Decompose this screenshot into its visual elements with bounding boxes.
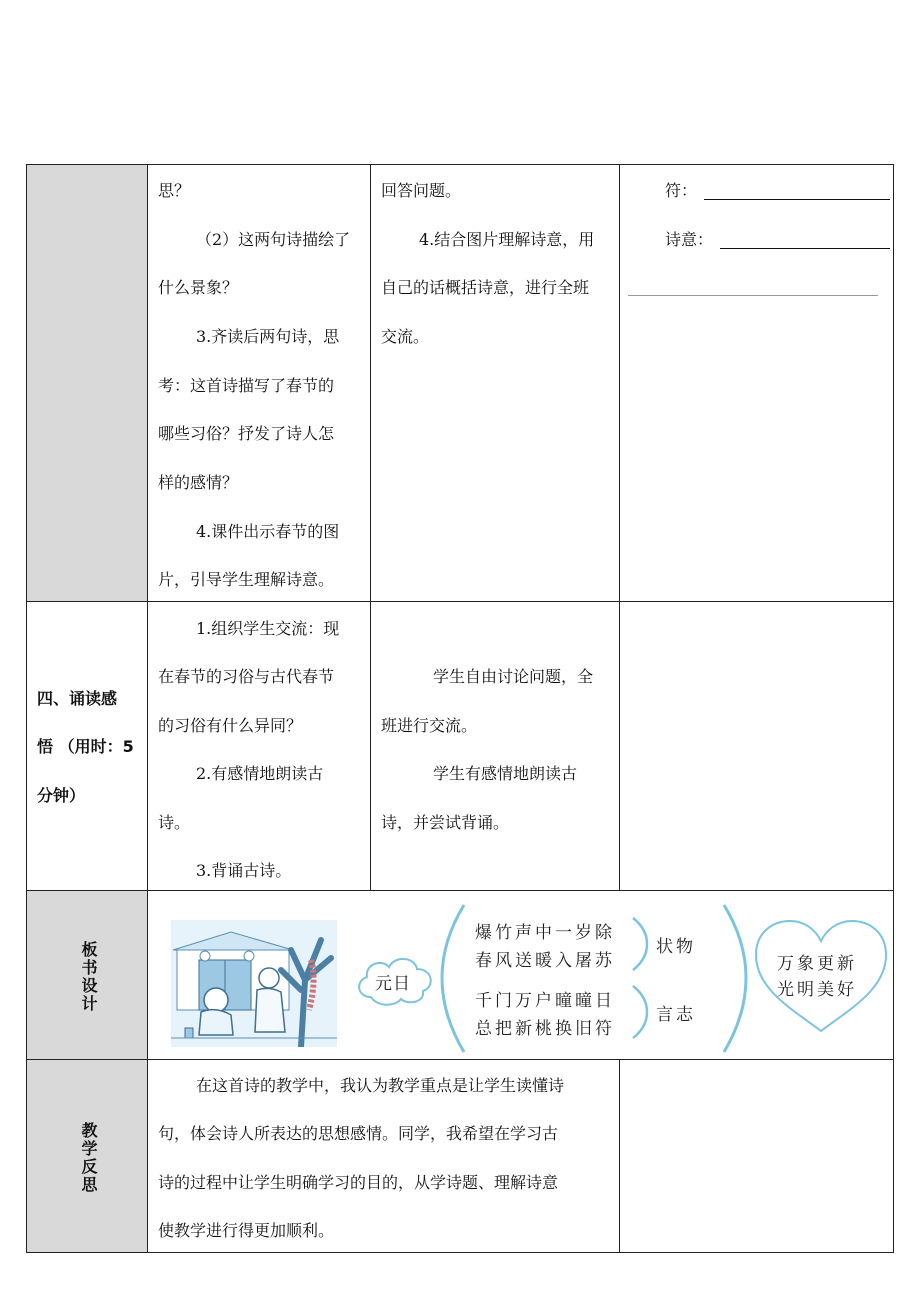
right-bracket [720, 901, 750, 1056]
left-bracket [438, 901, 468, 1056]
row2-teacher-line: 1.组织学生交流：现 [196, 619, 340, 638]
poem-line-3: 千门万户曈曈日 [475, 991, 615, 1011]
row1-teacher-line: 思？ [158, 181, 191, 200]
row2-teacher-line: 在春节的习俗与古代春节 [158, 667, 335, 686]
row1-teacher-line: 考：这首诗描写了春节的 [158, 376, 335, 395]
small-bracket-top [631, 915, 651, 973]
cloud-text: 元日 [375, 974, 411, 994]
row1-teacher-line: 3.齐读后两句诗，思 [196, 327, 340, 346]
reflection-line: 使教学进行得更加顺利。 [158, 1221, 335, 1240]
heart-line-1: 万象更新 [777, 954, 857, 974]
row1-title-cell [27, 165, 148, 602]
row2-title-line: 悟 （用时：5 [37, 737, 134, 756]
small-bracket-bottom [631, 983, 651, 1041]
row2-student-line: 学生有感情地朗读古 [433, 764, 578, 783]
row2-student-line: 诗，并尝试背诵。 [381, 813, 510, 832]
board-design-cell [148, 891, 894, 1060]
row1-teacher-line: 4.课件出示春节的图 [196, 522, 340, 541]
row3-title-cell [27, 891, 148, 1060]
row2-teacher-line: 2.有感情地朗读古 [196, 764, 324, 783]
poem-line-4: 总把新桃换旧符 [475, 1019, 615, 1039]
shiyi-blank-line [720, 248, 890, 249]
board-design-title: 板书设计 [79, 941, 98, 1013]
row2-teacher-line: 诗。 [158, 813, 191, 832]
row1-teacher-line: 片，引导学生理解诗意。 [158, 570, 335, 589]
reflection-title: 教学反思 [79, 1122, 98, 1194]
row1-teacher-line: （2）这两句诗描绘了 [196, 230, 351, 249]
row1-student-line: 自己的话概括诗意，进行全班 [381, 278, 590, 297]
row2-teacher-line: 的习俗有什么异同？ [158, 716, 303, 735]
row2-title-cell [27, 602, 148, 891]
row1-teacher-line: 哪些习俗？抒发了诗人怎 [158, 424, 335, 443]
label-zhuangwu: 状物 [656, 937, 696, 957]
row1-student-line: 回答问题。 [381, 181, 462, 200]
row1-student-cell [371, 165, 620, 602]
reflection-line: 句，体会诗人所表达的思想感情。同学，我希望在学习古 [158, 1124, 559, 1143]
row1-teacher-cell [148, 165, 371, 602]
row2-teacher-cell [148, 602, 371, 891]
poem-line-1: 爆竹声中一岁除 [475, 923, 615, 943]
poem-line-2: 春风送暖入屠苏 [475, 951, 615, 971]
label-yanzhi: 言志 [656, 1005, 696, 1025]
row1-teacher-line: 样的感情？ [158, 473, 239, 492]
row2-notes-cell [620, 602, 894, 891]
extra-blank-line [628, 295, 878, 296]
row2-student-line: 学生自由讨论问题，全 [433, 667, 594, 686]
row1-student-line: 4.结合图片理解诗意，用 [419, 230, 595, 249]
row2-student-line: 班进行交流。 [381, 716, 478, 735]
row4-notes-cell [620, 1060, 894, 1253]
row1-student-line: 交流。 [381, 327, 430, 346]
reflection-line: 诗的过程中让学生明确学习的目的，从学诗题、理解诗意 [158, 1173, 559, 1192]
heart-line-2: 光明美好 [777, 980, 857, 1000]
row1-teacher-line: 什么景象？ [158, 278, 239, 297]
row4-title-cell [27, 1060, 148, 1253]
row2-title-line: 四、诵读感 [37, 689, 118, 708]
new-year-illustration [171, 920, 337, 1047]
fu-label: 符： [665, 181, 698, 200]
row2-teacher-line: 3.背诵古诗。 [196, 861, 292, 880]
row1-notes-cell [620, 165, 894, 602]
reflection-line: 在这首诗的教学中，我认为教学重点是让学生读懂诗 [196, 1076, 565, 1095]
row2-title-line: 分钟） [37, 786, 86, 805]
row2-student-cell [371, 602, 620, 891]
fu-blank-line [704, 199, 890, 200]
lesson-plan-table [26, 164, 894, 1253]
reflection-cell [148, 1060, 620, 1253]
shiyi-label: 诗意： [665, 230, 714, 249]
